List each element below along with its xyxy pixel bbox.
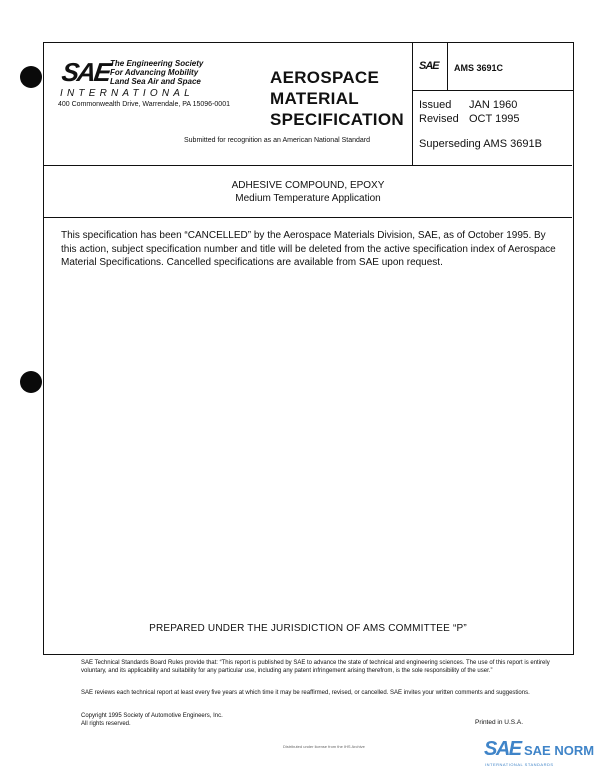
subject-heading [44, 179, 572, 205]
distribution-note: Distributed under license from the IHS Archive [283, 744, 365, 749]
punch-hole-top [20, 66, 42, 88]
society-line-3: Land Sea Air and Space [110, 77, 201, 86]
copyright-line: Copyright 1995 Society of Automotive Engineers, Inc. [81, 713, 223, 719]
footer-rules: SAE Technical Standards Board Rules provide that: “This report is published by SAE to advance the state of technical and engineering sciences. The use of this report is entirely voluntary, and its applicability and suitability for any particular use, including any patent infringement arising therefrom, is the sole responsibility of the user.” [81, 660, 550, 674]
sae-logo: SAE [59, 57, 112, 87]
ansi-submission-note: Submitted for recognition as an American National Standard [184, 137, 370, 144]
issued-date: JAN 1960 [469, 99, 518, 111]
issued-label: Issued [419, 99, 452, 111]
sae-address: 400 Commonwealth Drive, Warrendale, PA 15096-0001 [58, 101, 230, 108]
subject-divider [44, 217, 572, 218]
society-tagline [110, 59, 240, 86]
document-info-column [412, 43, 573, 165]
document-number: AMS 3691C [454, 63, 504, 73]
printed-in: Printed in U.S.A. [475, 719, 524, 726]
cancellation-notice: This specification has been “CANCELLED” by the Aerospace Materials Division, SAE, as of October 1995. By this action, subject specification number and title will be deleted from the active specification index of Aerospace Material Specifications. Cancelled specifications are available from SAE upon request. [61, 230, 556, 268]
watermark-logo: SAE [484, 738, 521, 760]
revised-date: OCT 1995 [469, 113, 520, 125]
subject-title: ADHESIVE COMPOUND, EPOXY [231, 180, 385, 191]
watermark-subtext: INTERNATIONAL STANDARDS [485, 762, 554, 767]
international-text: INTERNATIONAL [60, 88, 194, 99]
small-sae-logo: SAE [419, 60, 439, 72]
rights-line: All rights reserved. [81, 720, 131, 727]
document-frame [43, 42, 574, 655]
title-line-1: AEROSPACE [270, 68, 380, 87]
revised-row [419, 112, 520, 126]
footer-copyright [81, 713, 281, 728]
document-dates [419, 98, 520, 126]
society-line-1: The Engineering Society [110, 59, 204, 68]
document-header [44, 43, 572, 166]
subject-subtitle: Medium Temperature Application [235, 193, 381, 204]
watermark-text: SAE NORM [524, 743, 595, 758]
revised-label: Revised [419, 113, 459, 125]
footer-review: SAE reviews each technical report at least every five years at which time it may be reaffirmed, revised, or cancelled. SAE invites your written comments and suggestions. [81, 690, 530, 696]
superseding-note: Superseding AMS 3691B [419, 138, 542, 150]
punch-hole-middle [20, 371, 42, 393]
title-line-3: SPECIFICATION [270, 110, 404, 129]
prepared-statement: PREPARED UNDER THE JURISDICTION OF AMS COMMITTEE “P” [149, 623, 467, 634]
issued-row [419, 98, 520, 112]
society-line-2: For Advancing Mobility [110, 68, 199, 77]
divider [447, 43, 448, 90]
document-type-title [270, 67, 404, 130]
document-number-row [413, 43, 573, 91]
title-line-2: MATERIAL [270, 89, 359, 108]
